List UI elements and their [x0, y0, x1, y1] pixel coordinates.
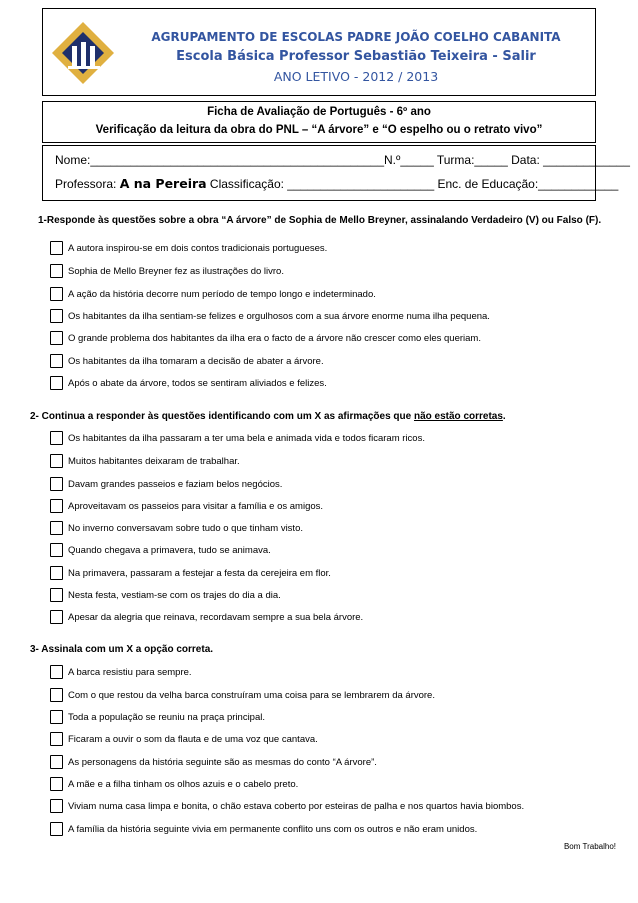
answer-checkbox[interactable]	[50, 732, 63, 746]
answer-checkbox[interactable]	[50, 799, 63, 813]
answer-checkbox[interactable]	[50, 688, 63, 702]
answer-checkbox[interactable]	[50, 521, 63, 535]
answer-checkbox[interactable]	[50, 477, 63, 491]
answer-checkbox[interactable]	[50, 264, 63, 278]
school-year: ANO LETIVO - 2012 / 2013	[273, 69, 439, 84]
answer-checkbox[interactable]	[50, 610, 63, 624]
answer-checkbox[interactable]	[50, 376, 63, 390]
teacher-name: A na Pereira	[119, 176, 207, 191]
answer-checkbox[interactable]	[50, 287, 63, 301]
answer-checkbox[interactable]	[50, 331, 63, 345]
answer-checkbox[interactable]	[50, 755, 63, 769]
student-info-line-1: Nome:____________________________________________N.º_____ Turma:_____ Data: _____________	[55, 153, 630, 167]
answer-checkbox[interactable]	[50, 777, 63, 791]
answer-checkbox[interactable]	[50, 454, 63, 468]
school-name: Escola Básica Professor Sebastião Teixeira - Salir	[176, 49, 536, 64]
worksheet-subtitle: Verificação da leitura da obra do PNL – “A árvore” e “O espelho ou o retrato vivo”	[95, 124, 543, 136]
teacher-label: Professora:	[55, 177, 120, 191]
answer-checkbox[interactable]	[50, 566, 63, 580]
answer-checkbox[interactable]	[50, 588, 63, 602]
student-info-line-2	[55, 176, 618, 191]
answer-checkbox[interactable]	[50, 354, 63, 368]
question-2-title: 2- Continua a responder às questões identificando com um X as afirmações que não estão corretas.	[30, 411, 506, 422]
school-logo-icon	[48, 18, 118, 88]
answer-checkbox[interactable]	[50, 499, 63, 513]
grade-fields: Classificação: ______________________ Enc. de Educação:____________	[206, 177, 619, 191]
question-1-title: 1-Responde às questões sobre a obra “A árvore” de Sophia de Mello Breyner, assinalando Verdadeiro (V) ou Falso (F).	[38, 215, 602, 226]
answer-checkbox[interactable]	[50, 710, 63, 724]
answer-checkbox[interactable]	[50, 822, 63, 836]
answer-checkbox[interactable]	[50, 543, 63, 557]
question-3-title: 3- Assinala com um X a opção correta.	[30, 644, 214, 655]
answer-checkbox[interactable]	[50, 665, 63, 679]
answer-checkbox[interactable]	[50, 431, 63, 445]
answer-checkbox[interactable]	[50, 241, 63, 255]
school-group-title: AGRUPAMENTO DE ESCOLAS PADRE JOÃO COELHO CABANITA	[151, 30, 561, 44]
worksheet-title: Ficha de Avaliação de Português - 6º ano	[207, 106, 431, 118]
answer-checkbox[interactable]	[50, 309, 63, 323]
footer-note: Bom Trabalho!	[563, 842, 616, 851]
